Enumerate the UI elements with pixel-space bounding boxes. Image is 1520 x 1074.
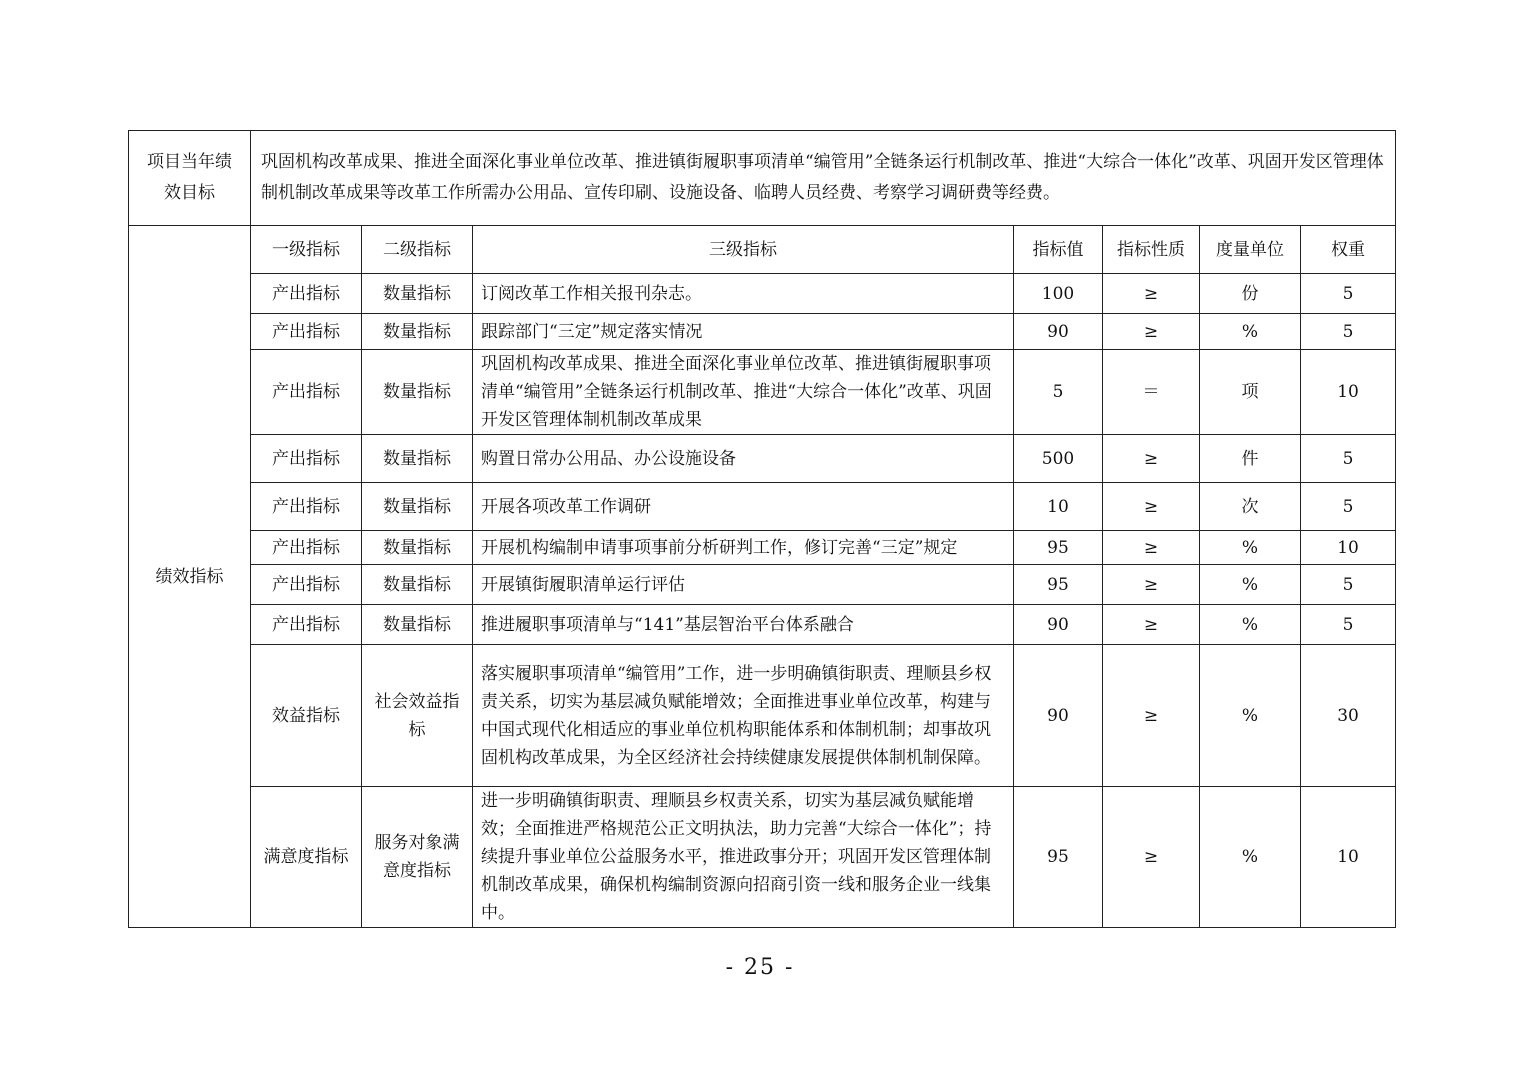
cell-level1: 产出指标 — [251, 350, 362, 435]
cell-value: 100 — [1014, 274, 1103, 314]
cell-level2: 数量指标 — [362, 531, 473, 565]
cell-level1: 产出指标 — [251, 531, 362, 565]
cell-value: 5 — [1014, 350, 1103, 435]
cell-nature: ≥ — [1103, 787, 1200, 928]
cell-level2: 社会效益指标 — [362, 645, 473, 787]
cell-level3: 订阅改革工作相关报刊杂志。 — [473, 274, 1014, 314]
cell-level3: 开展机构编制申请事项事前分析研判工作，修订完善“三定”规定 — [473, 531, 1014, 565]
cell-weight: 30 — [1301, 645, 1396, 787]
performance-table — [128, 130, 1396, 928]
cell-unit: 件 — [1200, 435, 1301, 483]
cell-level3: 开展各项改革工作调研 — [473, 483, 1014, 531]
cell-level3: 进一步明确镇街职责、理顺县乡权责关系，切实为基层减负赋能增效；全面推进严格规范公正文明执法，助力完善“大综合一体化”；持续提升事业单位公益服务水平，推进政事分开；巩固开发区管理体制机制改革成果，确保机构编制资源向招商引资一线和服务企业一线集中。 — [473, 787, 1014, 928]
goal-row — [129, 131, 1396, 226]
cell-weight: 10 — [1301, 350, 1396, 435]
cell-level3: 落实履职事项清单“编管用”工作，进一步明确镇街职责、理顺县乡权责关系，切实为基层减负赋能增效；全面推进事业单位改革，构建与中国式现代化相适应的事业单位机构职能体系和体制机制；却事故巩固机构改革成果，为全区经济社会持续健康发展提供体制机制保障。 — [473, 645, 1014, 787]
cell-level1: 效益指标 — [251, 645, 362, 787]
cell-level2: 数量指标 — [362, 565, 473, 605]
cell-level3: 跟踪部门“三定”规定落实情况 — [473, 314, 1014, 350]
cell-level3: 购置日常办公用品、办公设施设备 — [473, 435, 1014, 483]
cell-value: 90 — [1014, 314, 1103, 350]
cell-level2: 数量指标 — [362, 350, 473, 435]
cell-weight: 10 — [1301, 531, 1396, 565]
cell-value: 10 — [1014, 483, 1103, 531]
cell-level3: 开展镇街履职清单运行评估 — [473, 565, 1014, 605]
cell-unit: % — [1200, 531, 1301, 565]
cell-level3: 推进履职事项清单与“141”基层智治平台体系融合 — [473, 605, 1014, 645]
cell-level2: 服务对象满意度指标 — [362, 787, 473, 928]
cell-unit: 次 — [1200, 483, 1301, 531]
cell-weight: 5 — [1301, 565, 1396, 605]
cell-unit: % — [1200, 605, 1301, 645]
cell-level2: 数量指标 — [362, 274, 473, 314]
cell-nature: ≥ — [1103, 314, 1200, 350]
cell-weight: 5 — [1301, 605, 1396, 645]
cell-level1: 产出指标 — [251, 483, 362, 531]
table-row — [129, 314, 1396, 350]
cell-level2: 数量指标 — [362, 483, 473, 531]
cell-unit: % — [1200, 314, 1301, 350]
cell-value: 90 — [1014, 605, 1103, 645]
cell-weight: 5 — [1301, 435, 1396, 483]
indicators-section-label: 绩效指标 — [129, 226, 251, 928]
cell-value: 95 — [1014, 787, 1103, 928]
cell-value: 500 — [1014, 435, 1103, 483]
header-level1: 一级指标 — [251, 226, 362, 274]
table-row — [129, 350, 1396, 435]
cell-weight: 5 — [1301, 274, 1396, 314]
cell-level2: 数量指标 — [362, 435, 473, 483]
cell-nature: ≥ — [1103, 274, 1200, 314]
header-value: 指标值 — [1014, 226, 1103, 274]
cell-weight: 5 — [1301, 314, 1396, 350]
cell-weight: 5 — [1301, 483, 1396, 531]
table-row — [129, 565, 1396, 605]
cell-unit: 项 — [1200, 350, 1301, 435]
header-level3: 三级指标 — [473, 226, 1014, 274]
cell-nature: ＝ — [1103, 350, 1200, 435]
table-row — [129, 274, 1396, 314]
table-row — [129, 787, 1396, 928]
header-row — [129, 226, 1396, 274]
cell-nature: ≥ — [1103, 435, 1200, 483]
cell-level1: 产出指标 — [251, 314, 362, 350]
header-weight: 权重 — [1301, 226, 1396, 274]
table-row — [129, 531, 1396, 565]
cell-nature: ≥ — [1103, 565, 1200, 605]
cell-level3: 巩固机构改革成果、推进全面深化事业单位改革、推进镇街履职事项清单“编管用”全链条运行机制改革、推进“大综合一体化”改革、巩固开发区管理体制机制改革成果 — [473, 350, 1014, 435]
cell-value: 90 — [1014, 645, 1103, 787]
cell-weight: 10 — [1301, 787, 1396, 928]
table-row — [129, 645, 1396, 787]
cell-level1: 满意度指标 — [251, 787, 362, 928]
cell-nature: ≥ — [1103, 645, 1200, 787]
page-number: - 25 - — [725, 955, 795, 980]
table-row — [129, 483, 1396, 531]
cell-level1: 产出指标 — [251, 565, 362, 605]
cell-level1: 产出指标 — [251, 435, 362, 483]
cell-unit: % — [1200, 787, 1301, 928]
cell-level2: 数量指标 — [362, 605, 473, 645]
cell-value: 95 — [1014, 565, 1103, 605]
header-unit: 度量单位 — [1200, 226, 1301, 274]
header-nature: 指标性质 — [1103, 226, 1200, 274]
cell-unit: 份 — [1200, 274, 1301, 314]
header-level2: 二级指标 — [362, 226, 473, 274]
goal-text: 巩固机构改革成果、推进全面深化事业单位改革、推进镇街履职事项清单“编管用”全链条运行机制改革、推进“大综合一体化”改革、巩固开发区管理体制机制改革成果等改革工作所需办公用品、宣传印刷、设施设备、临聘人员经费、考察学习调研费等经费。 — [251, 131, 1396, 226]
cell-nature: ≥ — [1103, 483, 1200, 531]
cell-unit: % — [1200, 645, 1301, 787]
cell-level1: 产出指标 — [251, 605, 362, 645]
cell-nature: ≥ — [1103, 531, 1200, 565]
table-row — [129, 435, 1396, 483]
cell-unit: % — [1200, 565, 1301, 605]
cell-level2: 数量指标 — [362, 314, 473, 350]
cell-level1: 产出指标 — [251, 274, 362, 314]
cell-nature: ≥ — [1103, 605, 1200, 645]
table-row — [129, 605, 1396, 645]
cell-value: 95 — [1014, 531, 1103, 565]
goal-label: 项目当年绩效目标 — [129, 131, 251, 226]
